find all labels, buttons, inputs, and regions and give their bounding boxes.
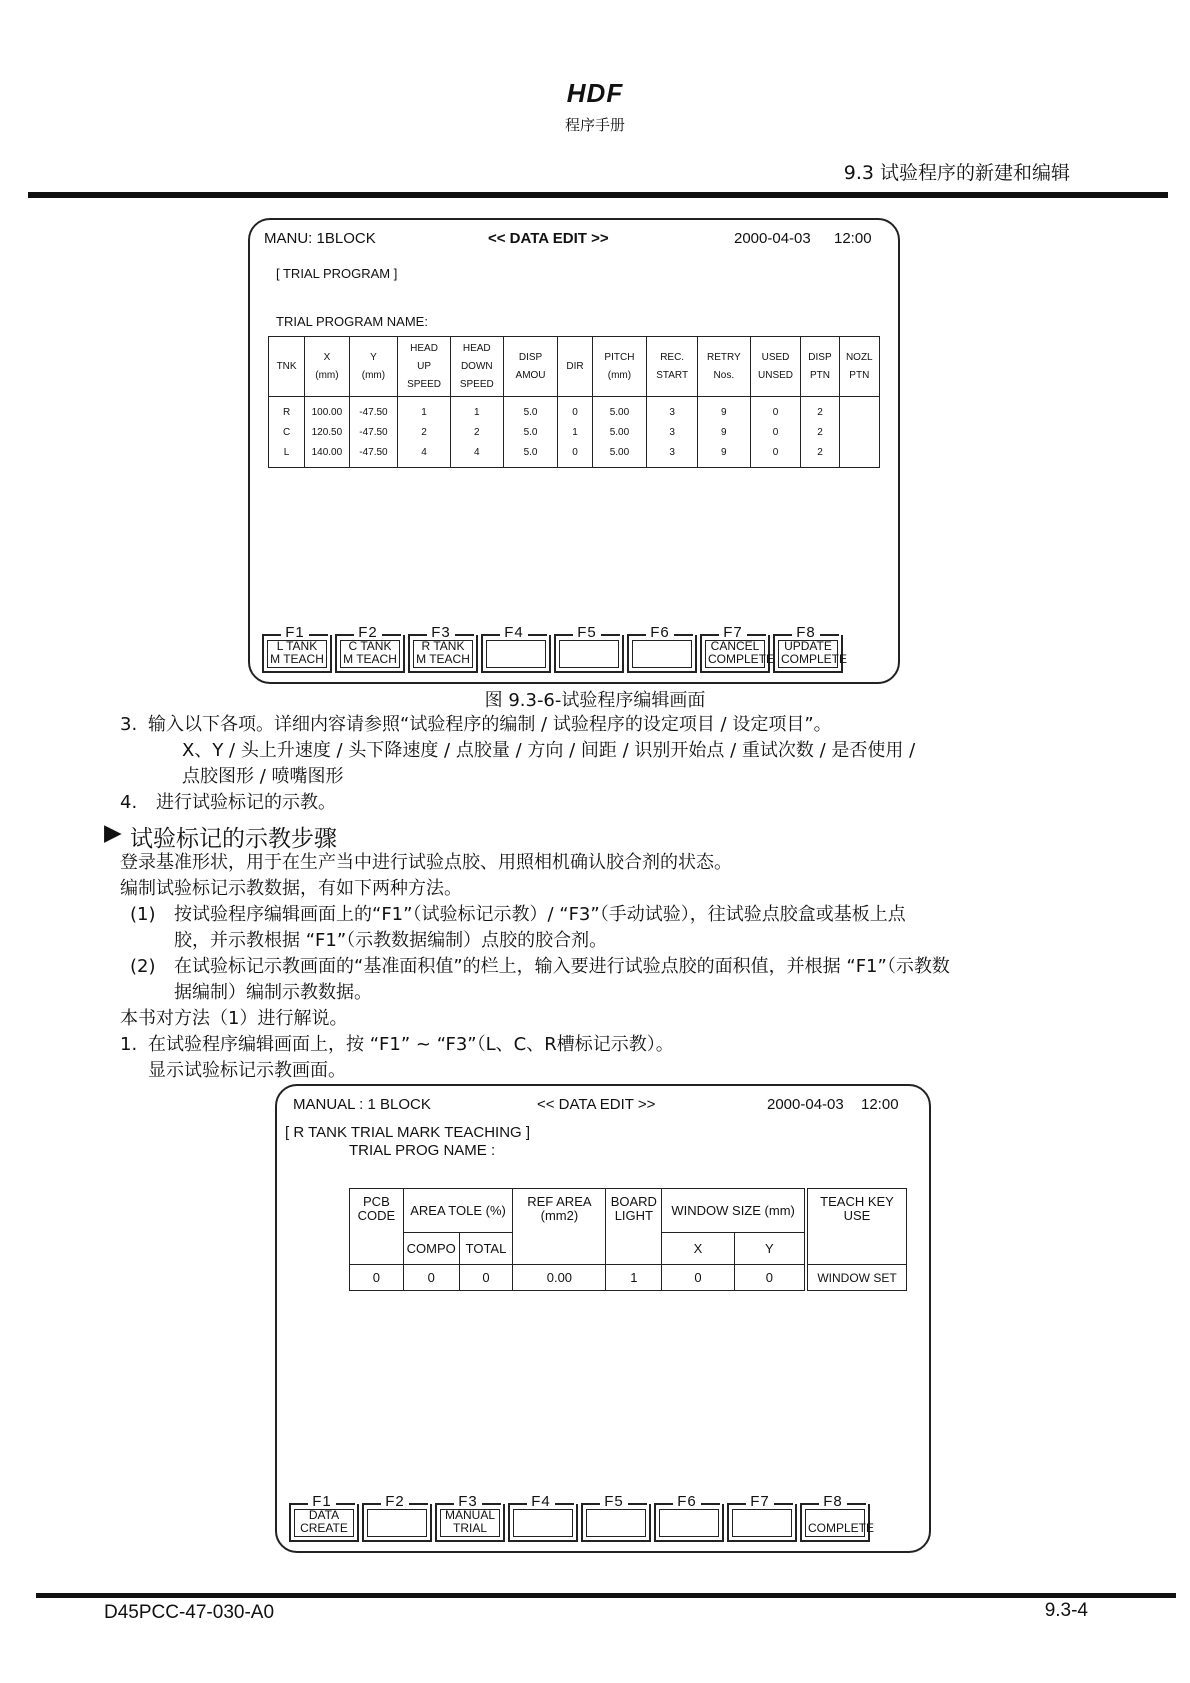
function-key-button-face[interactable] (705, 639, 775, 668)
methods-intro: 编制试验标记示教数据，有如下两种方法。 (120, 878, 462, 899)
compo-header: COMPO (403, 1233, 459, 1265)
method-1-number: (1) (130, 904, 156, 925)
method-2-number: (2) (130, 956, 156, 977)
table-cell[interactable]: 1 (558, 423, 592, 443)
function-key-f2[interactable] (362, 1495, 432, 1541)
function-key-button-face[interactable] (732, 1509, 792, 1537)
screen-date: 2000-04-03 (734, 230, 811, 247)
trial-prog-name-label: TRIAL PROG NAME : (349, 1142, 496, 1159)
total-value[interactable]: 0 (459, 1265, 513, 1291)
table-cell[interactable]: 5.00 (592, 397, 647, 424)
function-key-name: F1 (308, 1493, 336, 1510)
step-1-result: 显示试验标记示教画面。 (148, 1060, 346, 1081)
table-cell[interactable]: 4 (398, 443, 451, 468)
function-key-button-face[interactable] (586, 1509, 646, 1537)
function-key-button-face[interactable] (294, 1509, 354, 1537)
column-header-line: RETRY (706, 351, 741, 363)
total-header: TOTAL (459, 1233, 513, 1265)
function-key-name: F7 (746, 1493, 774, 1510)
column-header-line: DOWN (460, 360, 493, 372)
table-cell[interactable]: 3 (647, 443, 698, 468)
function-key-name: F3 (427, 624, 455, 641)
column-header-line: DISP (518, 351, 543, 363)
function-key-name: F6 (646, 624, 674, 641)
column-header-line: Nos. (713, 369, 735, 381)
table-cell[interactable]: 5.00 (592, 443, 647, 468)
table-cell[interactable]: 5.0 (503, 423, 558, 443)
function-key-button-face[interactable] (805, 1509, 875, 1537)
function-key-button-face[interactable] (632, 640, 692, 668)
step-4-text: 进行试验标记的示教。 (156, 792, 336, 813)
screen-mode: MANUAL : 1 BLOCK (293, 1096, 431, 1113)
procedure-heading: 试验标记的示教步骤 (130, 826, 337, 852)
function-key-label: C TANK M TEACH (343, 639, 397, 666)
table-cell[interactable]: R (269, 397, 305, 424)
panel-title: [ TRIAL PROGRAM ] (276, 266, 398, 281)
teach-key-use-header: TEACH KEY USE (808, 1189, 907, 1265)
section-title: 9.3 试验程序的新建和编辑 (843, 162, 1070, 184)
column-header-line: USED (761, 351, 790, 363)
screen-date: 2000-04-03 (767, 1096, 844, 1113)
method-2-text: 在试验标记示教画面的“基准面积值”的栏上，输入要进行试验点胶的面积值，并根据 “F1”（示教数 (174, 956, 950, 977)
column-header-line: DIR (566, 360, 584, 372)
screen-title: << DATA EDIT >> (537, 1096, 656, 1113)
function-key-label: L TANK M TEACH (270, 639, 324, 666)
column-header-line: PITCH (604, 351, 635, 363)
function-key-name: F2 (381, 1493, 409, 1510)
table-header-row (350, 1189, 805, 1233)
column-header (349, 337, 398, 397)
function-key-name: F8 (819, 1493, 847, 1510)
table-cell[interactable]: 3 (647, 397, 698, 424)
function-key-name: F5 (573, 624, 601, 641)
table-cell[interactable]: 2 (398, 423, 451, 443)
column-header-line: AMOU (515, 369, 546, 381)
function-key-f5[interactable] (554, 626, 624, 672)
table-cell[interactable]: 5.00 (592, 423, 647, 443)
window-size-header: WINDOW SIZE (mm) (662, 1189, 805, 1233)
table-header-row (269, 337, 880, 397)
column-header-line: (mm) (315, 369, 339, 381)
ref-area-header: REF AREA (mm2) (513, 1189, 606, 1265)
column-header-line: SPEED (407, 378, 442, 390)
column-header (450, 337, 503, 397)
column-header-line: START (656, 369, 689, 381)
function-key-f8[interactable] (800, 1493, 875, 1541)
trial-mark-teaching-screen (275, 1084, 931, 1553)
screen-title: << DATA EDIT >> (488, 230, 609, 247)
function-key-f3[interactable] (408, 626, 478, 672)
column-header-line: SPEED (459, 378, 494, 390)
table-cell[interactable]: 140.00 (305, 443, 349, 468)
column-header (801, 337, 839, 397)
table-cell[interactable] (839, 397, 879, 424)
table-cell[interactable]: 0 (750, 423, 801, 443)
column-header (398, 337, 451, 397)
function-key-button-face[interactable] (413, 640, 473, 668)
table-cell[interactable] (839, 423, 879, 443)
heading-marker-icon: ▶ (104, 820, 122, 846)
column-header-line: UNSED (758, 369, 794, 381)
table-cell[interactable]: 120.50 (305, 423, 349, 443)
trial-program-edit-screen (248, 218, 900, 684)
function-key-f4[interactable] (508, 1495, 578, 1541)
method-1-text: 按试验程序编辑画面上的“F1”（试验标记示教）/ “F3”（手动试验），往试验点胶盒或基板上点 (174, 904, 906, 925)
explanation-note: 本书对方法（1）进行解说。 (120, 1008, 348, 1029)
trial-mark-table (349, 1188, 805, 1291)
window-x-header: X (662, 1233, 734, 1265)
table-cell[interactable]: 4 (450, 443, 503, 468)
column-header-line: TNK (276, 360, 297, 372)
function-key-f3[interactable] (435, 1495, 505, 1541)
column-header-line: PTN (849, 369, 870, 381)
function-key-name: F6 (673, 1493, 701, 1510)
header-rule (28, 192, 1168, 198)
table-cell[interactable]: 9 (697, 423, 750, 443)
function-key-name: F7 (719, 624, 747, 641)
table-cell[interactable]: -47.50 (349, 397, 398, 424)
column-header (503, 337, 558, 397)
function-key-name: F5 (600, 1493, 628, 1510)
step-3-items-cont: 点胶图形 / 喷嘴图形 (182, 766, 344, 787)
function-key-label: COMPLETE (808, 1521, 875, 1535)
table-cell[interactable]: 2 (801, 423, 839, 443)
column-header (647, 337, 698, 397)
table-cell[interactable]: 5.0 (503, 443, 558, 468)
function-key-button-face[interactable] (778, 639, 848, 668)
table-cell[interactable]: 1 (450, 397, 503, 424)
step-3-number: 3. (120, 714, 138, 735)
table-row[interactable] (269, 423, 880, 443)
function-key-button-face[interactable] (559, 640, 619, 668)
table-cell[interactable]: 0 (558, 443, 592, 468)
column-header (750, 337, 801, 397)
document-code: D45PCC-47-030-A0 (104, 1602, 275, 1623)
function-key-button-face[interactable] (440, 1509, 500, 1537)
function-key-label: MANUAL TRIAL (444, 1508, 495, 1535)
function-key-name: F1 (281, 624, 309, 641)
compo-value[interactable]: 0 (403, 1265, 459, 1291)
function-key-name: F3 (454, 1493, 482, 1510)
function-key-label: UPDATE COMPLETE (781, 639, 848, 666)
intro-paragraph: 登录基准形状，用于在生产当中进行试验点胶、用照相机确认胶合剂的状态。 (120, 852, 732, 873)
table-row[interactable] (269, 443, 880, 468)
table-cell[interactable]: 3 (647, 423, 698, 443)
table-cell[interactable] (839, 443, 879, 468)
function-key-button-face[interactable] (513, 1509, 573, 1537)
step-1-text: 在试验程序编辑画面上，按 “F1” ~ “F3”（L、C、R槽标记示教）。 (148, 1034, 674, 1055)
table-cell[interactable]: 100.00 (305, 397, 349, 424)
column-header (269, 337, 305, 397)
table-row[interactable] (269, 397, 880, 424)
table-row[interactable] (350, 1265, 805, 1291)
column-header-line: REC. (660, 351, 685, 363)
trial-program-name-label: TRIAL PROGRAM NAME: (276, 314, 428, 329)
area-tolerance-header: AREA TOLE (%) (403, 1189, 513, 1233)
column-header-line: HEAD (410, 342, 438, 354)
function-key-label: CANCEL COMPLETE (708, 639, 775, 666)
table-cell[interactable]: 0 (558, 397, 592, 424)
function-key-button-face[interactable] (486, 640, 546, 668)
function-key-name: F8 (792, 624, 820, 641)
column-header (839, 337, 879, 397)
table-cell[interactable]: 1 (398, 397, 451, 424)
function-key-f1[interactable] (262, 626, 332, 672)
panel-title: [ R TANK TRIAL MARK TEACHING ] (285, 1124, 531, 1141)
function-key-f4[interactable] (481, 626, 551, 672)
function-key-f6[interactable] (627, 626, 697, 672)
manual-logo: HDF (566, 78, 624, 108)
step-4-number: 4. (120, 792, 138, 813)
column-header-line: X (323, 351, 331, 363)
function-key-name: F4 (500, 624, 528, 641)
column-header-line: NOZL (845, 351, 873, 363)
table-cell[interactable]: 2 (801, 443, 839, 468)
function-key-f1[interactable] (289, 1495, 359, 1541)
table-cell[interactable]: 0 (750, 397, 801, 424)
column-header-line: Y (370, 351, 377, 363)
pcb-code-value[interactable]: 0 (350, 1265, 404, 1291)
column-header (592, 337, 647, 397)
column-header-line: HEAD (462, 342, 491, 354)
window-set-value[interactable]: WINDOW SET (808, 1265, 907, 1291)
footer-rule (36, 1593, 1176, 1598)
manual-subtitle: 程序手册 (564, 116, 625, 134)
column-header-line: PTN (809, 369, 830, 381)
method-2-text-cont: 据编制）编制示教数据。 (174, 982, 372, 1003)
function-key-button-face[interactable] (367, 1509, 427, 1537)
screen-mode: MANU: 1BLOCK (264, 230, 376, 247)
column-header-line: (mm) (607, 369, 632, 381)
column-header (697, 337, 750, 397)
board-light-value[interactable]: 1 (606, 1265, 662, 1291)
table-cell[interactable]: C (269, 423, 305, 443)
function-key-f5[interactable] (581, 1495, 651, 1541)
function-key-label: R TANK M TEACH (416, 639, 470, 666)
column-header (305, 337, 349, 397)
function-key-f6[interactable] (654, 1495, 724, 1541)
function-key-f8[interactable] (773, 624, 848, 672)
step-3-items: X、Y / 头上升速度 / 头下降速度 / 点胶量 / 方向 / 间距 / 识别开始点 / 重试次数 / 是否使用 / (182, 740, 916, 761)
column-header-line: DISP (808, 351, 832, 363)
window-y-value[interactable]: 0 (734, 1265, 804, 1291)
function-key-button-face[interactable] (659, 1509, 719, 1537)
page-number: 9.3-4 (1044, 1600, 1088, 1621)
table-cell[interactable]: 9 (697, 443, 750, 468)
table-cell[interactable]: 0 (750, 443, 801, 468)
function-key-f7[interactable] (700, 624, 775, 672)
table-cell[interactable]: L (269, 443, 305, 468)
column-header (558, 337, 592, 397)
table-cell[interactable]: 9 (697, 397, 750, 424)
function-key-button-face[interactable] (267, 640, 327, 668)
step-3-text: 输入以下各项。详细内容请参照“试验程序的编制 / 试验程序的设定项目 / 设定项目”。 (148, 714, 832, 735)
method-1-text-cont: 胶，并示教根据 “F1”（示教数据编制）点胶的胶合剂。 (174, 930, 608, 951)
window-y-header: Y (734, 1233, 804, 1265)
table-cell[interactable]: -47.50 (349, 443, 398, 468)
function-key-button-face[interactable] (340, 640, 400, 668)
table-cell[interactable]: 2 (801, 397, 839, 424)
function-key-name: F4 (527, 1493, 555, 1510)
window-x-value[interactable]: 0 (662, 1265, 734, 1291)
screen-time: 12:00 (834, 230, 872, 247)
step-1-number: 1. (120, 1034, 138, 1055)
trial-program-table (268, 336, 880, 468)
function-key-label: DATA CREATE (300, 1508, 348, 1535)
table-cell[interactable]: 2 (450, 423, 503, 443)
screen-time: 12:00 (861, 1096, 899, 1113)
table-cell[interactable]: 5.0 (503, 397, 558, 424)
function-key-f7[interactable] (727, 1495, 797, 1541)
pcb-code-header: PCB CODE (350, 1189, 404, 1265)
figure-caption: 图 9.3-6-试验程序编辑画面 (484, 690, 706, 711)
function-key-f2[interactable] (335, 626, 405, 672)
teach-key-table (807, 1188, 907, 1291)
column-header-line: UP (417, 360, 432, 372)
ref-area-value[interactable]: 0.00 (513, 1265, 606, 1291)
board-light-header: BOARD LIGHT (606, 1189, 662, 1265)
table-cell[interactable]: -47.50 (349, 423, 398, 443)
function-key-name: F2 (354, 624, 382, 641)
column-header-line: (mm) (361, 369, 386, 381)
